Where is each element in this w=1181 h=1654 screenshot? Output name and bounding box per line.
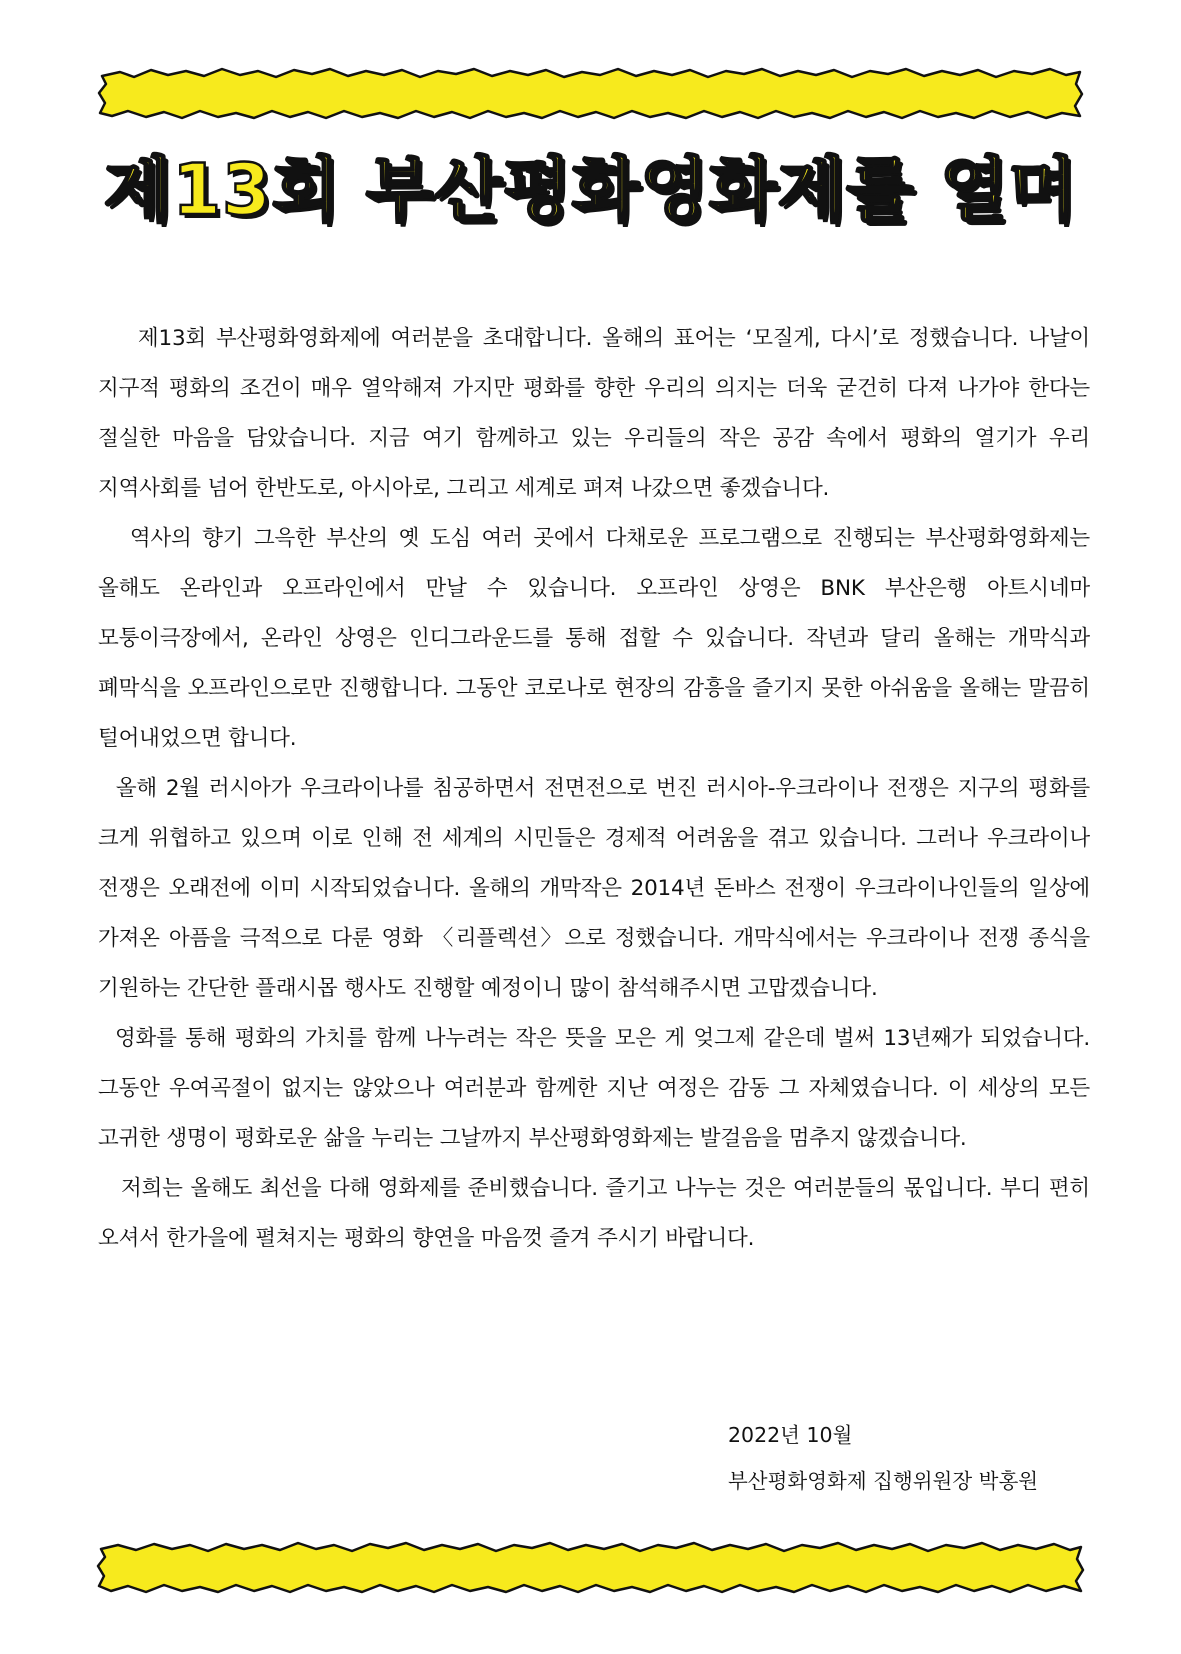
paragraph: 영화를 통해 평화의 가치를 함께 나누려는 작은 뜻을 모은 게 엊그제 같은데 벌써 13년째가 되었습니다. 그동안 우여곡절이 없지는 않았으나 여러분과 함께한 지난 여정은 감동 그 자체였습니다. 이 세상의 모든 고귀한 생명이 평화로운 삶을 누리는 그날까지 부산평화영화제는 발걸음을 멈추지 않겠습니다.: [98, 1026, 1090, 1151]
paragraph: 올해 2월 러시아가 우크라이나를 침공하면서 전면전으로 번진 러시아-우크라이나 전쟁은 지구의 평화를 크게 위협하고 있으며 이로 인해 전 세계의 시민들은 경제적 어려움을 겪고 있습니다. 그러나 우크라이나 전쟁은 오래전에 이미 시작되었습니다. 올해의 개막작은 2014년 돈바스 전쟁이 우크라이나인들의 일상에 가져온 아픔을 극적으로 다룬 영화 〈리플렉션〉으로 정했습니다. 개막식에서는 우크라이나 전쟁 종식을 기원하는 간단한 플래시몹 행사도 진행할 예정이니 많이 참석해주시면 고맙겠습니다.: [98, 776, 1090, 1001]
paragraph: 역사의 향기 그윽한 부산의 옛 도심 여러 곳에서 다채로운 프로그램으로 진행되는 부산평화영화제는 올해도 온라인과 오프라인에서 만날 수 있습니다. 오프라인 상영은 BNK 부산은행 아트시네마 모퉁이극장에서, 온라인 상영은 인디그라운드를 통해 접할 수 있습니다. 작년과 달리 올해는 개막식과 폐막식을 오프라인으로만 진행합니다. 그동안 코로나로 현장의 감흥을 즐기지 못한 아쉬움을 올해는 말끔히 털어내었으면 합니다.: [98, 526, 1090, 751]
signoff-date: 2022년 10월: [728, 1423, 853, 1447]
letter-body: [98, 314, 1090, 1264]
paragraph: 저희는 올해도 최선을 다해 영화제를 준비했습니다. 즐기고 나누는 것은 여러분들의 몫입니다. 부디 편히 오셔서 한가을에 펼쳐지는 평화의 향연을 마음껏 즐겨 주시기 바랍니다.: [98, 1176, 1090, 1251]
signoff-signature: 부산평화영화제 집행위원장 박홍원: [728, 1469, 1039, 1493]
page-title: 제13회 부산평화영화제를 열며: [103, 149, 1078, 231]
top-decorative-banner: [96, 66, 1086, 122]
signoff: [728, 1412, 1038, 1504]
paragraph: 제13회 부산평화영화제에 여러분을 초대합니다. 올해의 표어는 ‘모질게, 다시’로 정했습니다. 나날이 지구적 평화의 조건이 매우 열악해져 가지만 평화를 향한 우리의 의지는 더욱 굳건히 다져 나가야 한다는 절실한 마음을 담았습니다. 지금 여기 함께하고 있는 우리들의 작은 공감 속에서 평화의 열기가 우리 지역사회를 넘어 한반도로, 아시아로, 그리고 세계로 펴져 나갔으면 좋겠습니다.: [98, 326, 1090, 501]
bottom-decorative-banner: [96, 1540, 1086, 1596]
